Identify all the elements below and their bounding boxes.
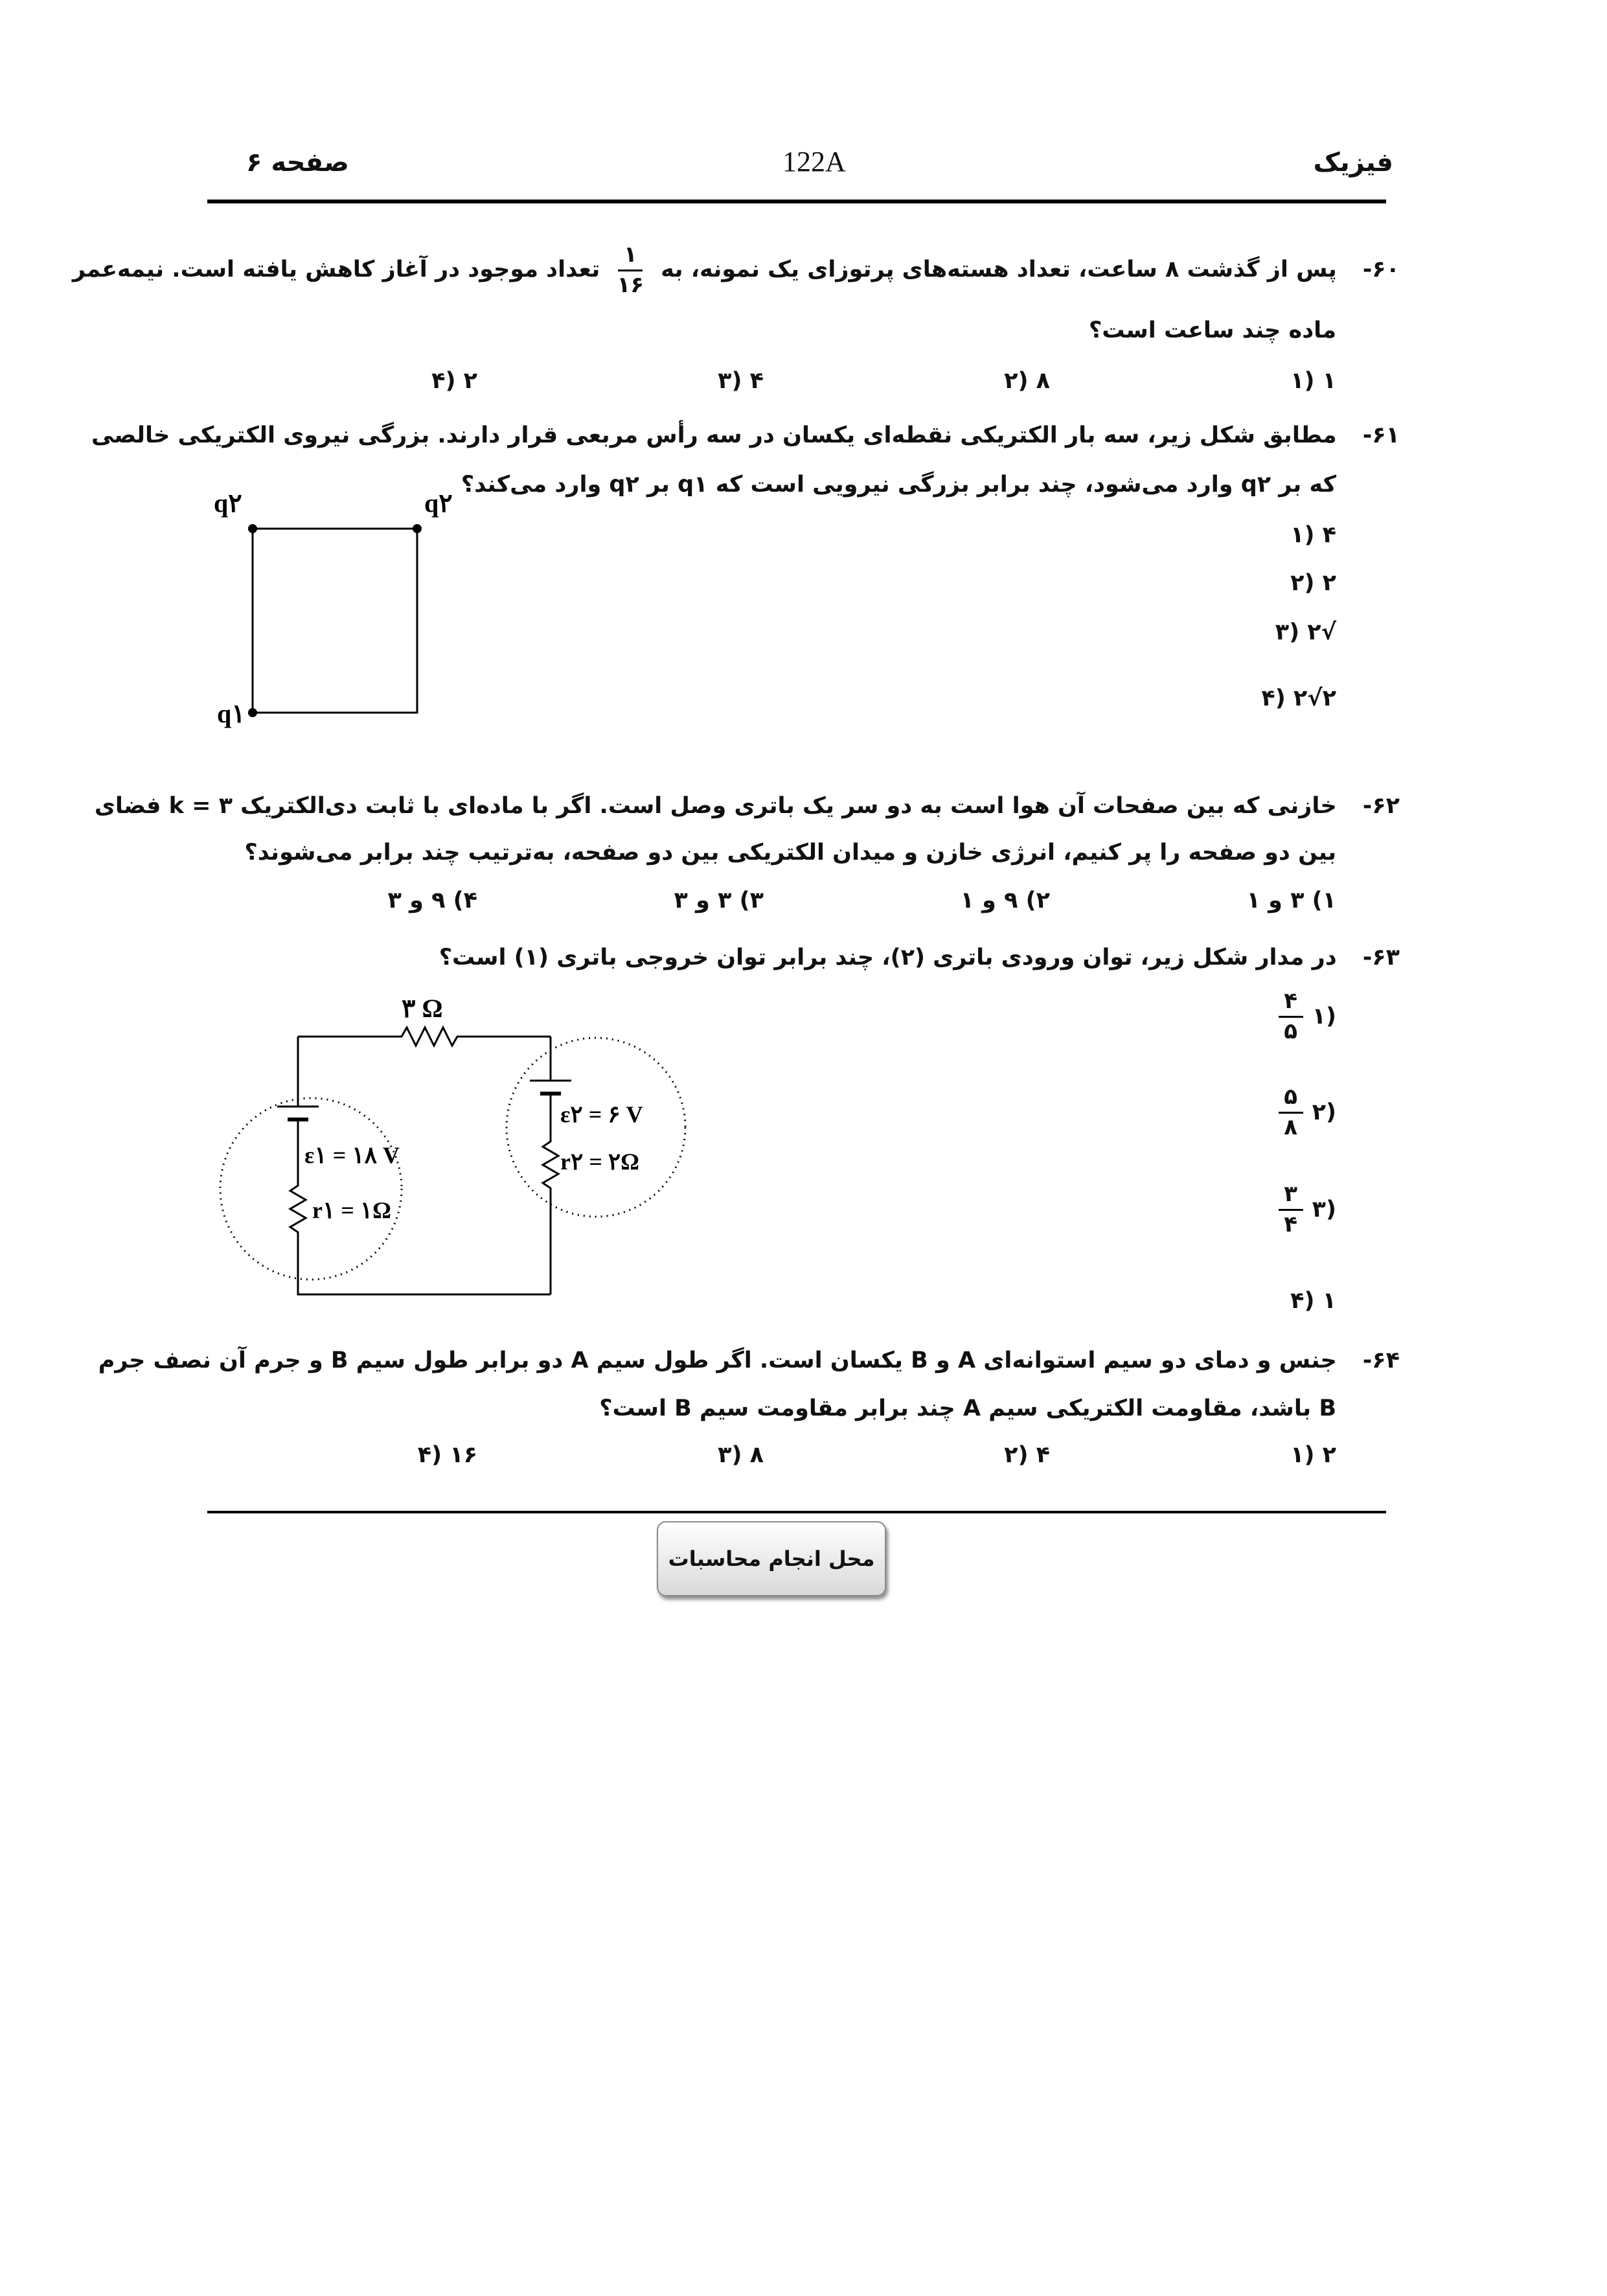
header-rule	[207, 200, 1386, 203]
battery1-dotted-circle	[220, 1098, 402, 1280]
fraction-numerator: ۴	[1284, 988, 1298, 1014]
question-62-line2: بین دو صفحه را پر کنیم، انرژی خازن و میدان الکتریکی بین دو صفحه، به‌ترتیب چند برابر می‌شوند؟	[244, 840, 1336, 866]
fraction	[1279, 990, 1303, 1043]
question-number: ۶۳-	[1362, 945, 1400, 970]
charge-label-q2-right: q۲	[424, 488, 453, 518]
fraction-denominator: ۴	[1284, 1211, 1298, 1237]
question-60-line2: ماده چند ساعت است؟	[1088, 317, 1336, 343]
option-4[interactable]: ۲√۲ (۴	[1261, 685, 1336, 711]
battery2-dotted-circle	[507, 1038, 685, 1217]
option-label: (۳	[1312, 1197, 1336, 1223]
charge-dot	[413, 524, 422, 533]
option-2[interactable]: ۸ (۲	[1004, 368, 1050, 394]
fraction-numerator: ۱	[623, 242, 637, 268]
option-2[interactable]: ۴ (۲	[1004, 1442, 1050, 1468]
option-1[interactable]: ۴ (۱	[1290, 522, 1336, 548]
question-text: جنس و دمای دو سیم استوانه‌ای A و B یکسان است. اگر طول سیم A دو برابر طول سیم B و جرم آن نصف جرم	[98, 1348, 1337, 1373]
fraction-numerator: ۵	[1284, 1084, 1298, 1110]
option-label: (۱	[1312, 1004, 1336, 1030]
option-4[interactable]: ۱ (۴	[1290, 1288, 1336, 1314]
question-number: ۶۲-	[1362, 793, 1400, 819]
charge-dot	[248, 524, 257, 533]
question-64-line2: B باشد، مقاومت الکتریکی سیم A چند برابر مقاومت سیم B است؟	[599, 1395, 1336, 1421]
fraction	[617, 244, 644, 297]
r1-label: r۱ = ۱Ω	[312, 1197, 391, 1223]
emf2-label: ε۲ = ۶ V	[560, 1101, 643, 1127]
fraction-denominator: ۵	[1284, 1018, 1298, 1044]
question-text: پس از گذشت ۸ ساعت، تعداد هسته‌های پرتوزای یک نمونه، به	[661, 257, 1337, 283]
r2-label: r۲ = ۲Ω	[560, 1149, 639, 1175]
subject-title: فیزیک	[1313, 148, 1393, 178]
footer-rule	[207, 1511, 1386, 1513]
fraction-denominator: ۱۶	[617, 271, 644, 298]
page-number: صفحه ۶	[246, 148, 349, 178]
charge-label-q2-left: q۲	[214, 488, 242, 518]
exam-code: 122A	[782, 146, 846, 178]
calculation-area-label: محل انجام محاسبات	[657, 1521, 886, 1596]
question-text: تعداد موجود در آغاز کاهش یافته است. نیمه‌عمر	[72, 257, 600, 283]
option-1[interactable]: ۱) ۳ و ۱	[1246, 888, 1336, 913]
fraction	[1279, 1086, 1303, 1139]
top-wire-resistor	[298, 1027, 551, 1046]
option-1[interactable]: ۱ (۱	[1290, 368, 1336, 394]
option-3[interactable]: ۸ (۳	[718, 1442, 764, 1468]
charge-label-q1: q۱	[217, 699, 245, 728]
option-4[interactable]: ۱۶ (۴	[417, 1442, 477, 1468]
question-number: ۶۴-	[1362, 1348, 1400, 1373]
option-2[interactable]	[1270, 1086, 1336, 1139]
fraction-numerator: ۳	[1284, 1181, 1298, 1207]
right-resistor-wire	[543, 1094, 558, 1294]
option-3[interactable]: √۲ (۳	[1275, 619, 1336, 645]
option-4[interactable]: ۴) ۹ و ۳	[387, 888, 477, 913]
circuit-diagram	[207, 972, 700, 1322]
question-number: ۶۱-	[1362, 422, 1400, 448]
charge-dot	[248, 708, 257, 717]
resistor-label: ۳ Ω	[402, 994, 443, 1023]
option-label: (۲	[1312, 1099, 1336, 1126]
question-61-line2: که بر q۲ وارد می‌شود، چند برابر بزرگی نیرویی است که q۱ بر q۲ وارد می‌کند؟	[461, 472, 1336, 498]
question-text: مطابق شکل زیر، سه بار الکتریکی نقطه‌ای یکسان در سه رأس مربعی قرار دارند. بزرگی نیروی الکتریکی خالصی	[91, 422, 1337, 448]
question-text: خازنی که بین صفحات آن هوا است به دو سر یک باتری وصل است. اگر با ماده‌ای با ثابت دی‌الکتریک k = ۳ فضای	[94, 793, 1337, 819]
square-outline	[253, 529, 417, 713]
fraction-denominator: ۸	[1284, 1114, 1298, 1140]
question-60	[72, 242, 1400, 298]
fraction	[1279, 1183, 1303, 1236]
option-2[interactable]: ۲ (۲	[1290, 570, 1336, 596]
charges-square-figure	[201, 479, 486, 739]
question-64-line1	[98, 1337, 1400, 1384]
option-3[interactable]: ۴ (۳	[718, 368, 764, 394]
question-text: در مدار شکل زیر، توان ورودی باتری (۲)، چند برابر توان خروجی باتری (۱) است؟	[439, 945, 1337, 970]
emf1-label: ε۱ = ۱۸ V	[304, 1142, 400, 1168]
option-1[interactable]	[1270, 990, 1336, 1043]
option-2[interactable]: ۲) ۹ و ۱	[960, 888, 1050, 913]
option-4[interactable]: ۲ (۴	[431, 368, 477, 394]
question-62-line1	[95, 783, 1400, 829]
option-1[interactable]: ۲ (۱	[1290, 1442, 1336, 1468]
option-3[interactable]	[1270, 1183, 1336, 1236]
option-3[interactable]: ۳) ۳ و ۳	[674, 888, 764, 913]
question-number: ۶۰-	[1362, 257, 1400, 283]
question-61-line1	[91, 412, 1400, 459]
